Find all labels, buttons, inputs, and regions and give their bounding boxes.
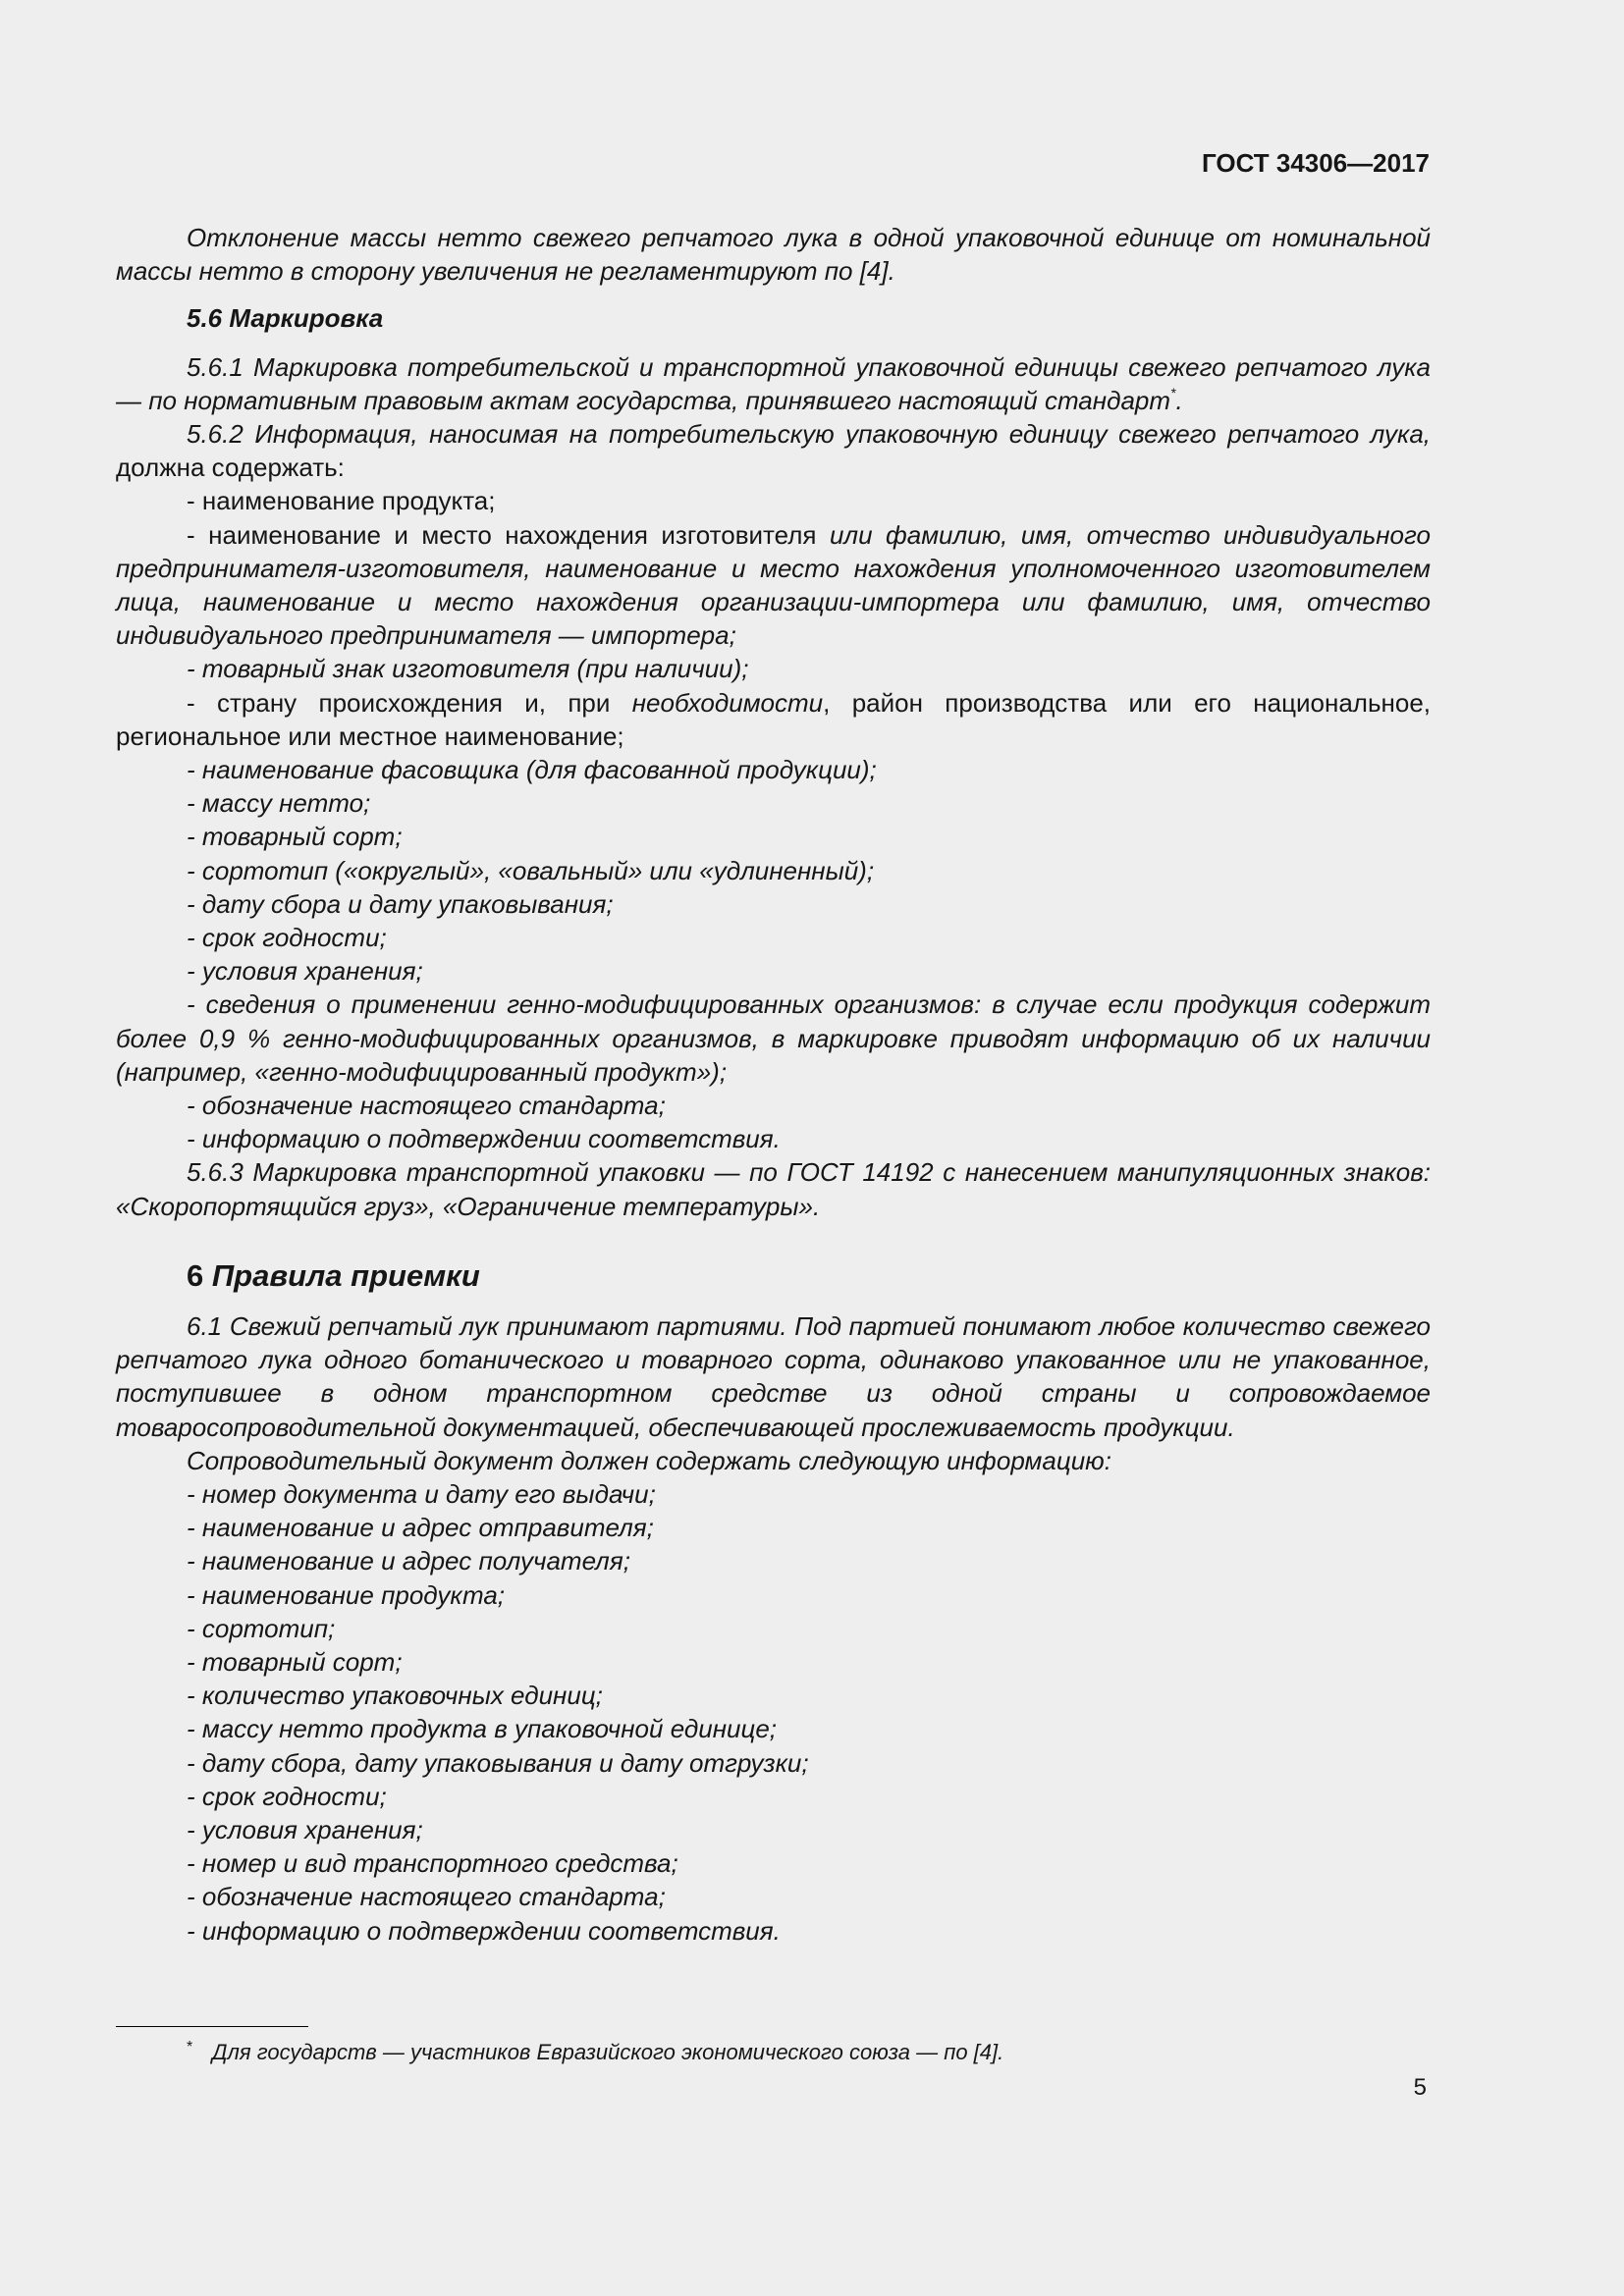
document-list-item: - наименование и адрес отправителя; bbox=[187, 1513, 654, 1543]
page-content bbox=[116, 221, 1431, 1948]
document-list-item: - номер и вид транспортного средства; bbox=[187, 1848, 678, 1879]
document-list-item: - обозначение настоящего стандарта; bbox=[187, 1882, 666, 1912]
footnote-reference: * bbox=[1170, 384, 1176, 400]
section-5-6-heading: 5.6 Маркировка bbox=[187, 303, 384, 334]
document-list-item: - наименование и адрес получателя; bbox=[187, 1546, 630, 1576]
footnote-mark: * bbox=[187, 2039, 193, 2056]
document-list-item: - дату сбора, дату упаковывания и дату отгрузки; bbox=[187, 1747, 809, 1778]
marking-list-item: - наименование фасовщика (для фасованной продукции); bbox=[187, 755, 877, 785]
paragraph-accompanying-document: Сопроводительный документ должен содержать следующую информацию: bbox=[187, 1445, 1111, 1475]
marking-list-item: - информацию о подтверждении соответствия. bbox=[187, 1124, 781, 1154]
section-6-title: Правила приемки bbox=[211, 1257, 480, 1293]
marking-list-item: - дату сбора и дату упаковывания; bbox=[187, 888, 614, 919]
marking-list-item: - товарный сорт; bbox=[187, 822, 403, 852]
marking-item-product-name: - наименование продукта; bbox=[187, 486, 496, 516]
footnote bbox=[187, 2034, 1003, 2066]
manufacturer-text-b: или фамилию, имя, отчество индивидуального предпринимателя-изготовителя, наименование и место нахождения уполномоченного изготовителем лица, наименование и место нахождения организации-импортера или фамилию, имя, отчество индивидуального предпринимателя — импортера; bbox=[116, 519, 1431, 651]
country-text-b: необходимости bbox=[631, 687, 824, 718]
paragraph-5-6-2-tail: должна содержать: bbox=[116, 453, 345, 483]
marking-list-item: - сведения о применении генно-модифицированных организмов: в случае если продукция содержит более 0,9 % генно-модифицированных организмов, в маркировке приводят информацию об их наличии (например, «генно-модифицированный продукт»); bbox=[116, 989, 1431, 1087]
marking-item-country bbox=[116, 686, 1431, 753]
document-list-item: - товарный сорт; bbox=[187, 1646, 403, 1677]
document-list-item: - срок годности; bbox=[187, 1781, 387, 1811]
paragraph-5-6-1 bbox=[116, 350, 1431, 417]
marking-list-item: - сортотип («округлый», «овальный» или «удлиненный); bbox=[187, 855, 875, 885]
document-list-item: - наименование продукта; bbox=[187, 1579, 505, 1610]
marking-list-item: - условия хранения; bbox=[187, 956, 423, 987]
paragraph-5-6-1-end: . bbox=[1175, 385, 1183, 415]
country-text-a: - страну происхождения и, при bbox=[187, 687, 632, 718]
paragraph-5-6-2-lead: 5.6.2 Информация, наносимая на потребительскую упаковочную единицу свежего репчатого лука, bbox=[187, 419, 1431, 450]
document-list-item: - сортотип; bbox=[187, 1613, 336, 1643]
document-list-item: - условия хранения; bbox=[187, 1814, 423, 1844]
page-number: 5 bbox=[1413, 2074, 1427, 2101]
document-list-item: - количество упаковочных единиц; bbox=[187, 1681, 603, 1711]
marking-item-trademark: - товарный знак изготовителя (при наличии); bbox=[187, 654, 749, 684]
paragraph-5-6-3: 5.6.3 Маркировка транспортной упаковки — по ГОСТ 14192 с нанесением манипуляционных знаков: «Скоропортящийся груз», «Ограничение температуры». bbox=[116, 1157, 1431, 1221]
marking-list-item: - массу нетто; bbox=[187, 788, 371, 819]
country-text-c: , район производства или его национальное, региональное или местное наименование; bbox=[116, 687, 1431, 751]
section-6-number: 6 bbox=[187, 1257, 204, 1293]
manufacturer-text-a: - наименование и место нахождения изготовителя bbox=[187, 519, 817, 550]
paragraph-net-mass-deviation: Отклонение массы нетто свежего репчатого лука в одной упаковочной единице от номинальной массы нетто в сторону увеличения не регламентируют по [4]. bbox=[116, 223, 1431, 287]
document-list-item: - информацию о подтверждении соответствия. bbox=[187, 1915, 781, 1946]
marking-list-item: - срок годности; bbox=[187, 923, 387, 953]
document-list-item: - номер документа и дату его выдачи; bbox=[187, 1478, 656, 1509]
paragraph-6-1: 6.1 Свежий репчатый лук принимают партиями. Под партией понимают любое количество свежего репчатого лука одного ботанического и товарного сорта, одинаково упакованное или не упакованное, поступившее в одном транспортном средстве из одной страны и сопровождаемое товаросопроводительной документацией, обеспечивающей прослеживаемость продукции. bbox=[116, 1310, 1431, 1442]
marking-item-manufacturer bbox=[116, 518, 1431, 653]
paragraph-5-6-1-text: 5.6.1 Маркировка потребительской и транспортной упаковочной единицы свежего репчатого лука — по нормативным правовым актам государства, принявшего настоящий стандарт bbox=[116, 351, 1431, 415]
paragraph-5-6-2 bbox=[116, 417, 1431, 484]
marking-list-item: - обозначение настоящего стандарта; bbox=[187, 1091, 666, 1121]
document-header: ГОСТ 34306—2017 bbox=[1202, 148, 1430, 178]
section-6-heading bbox=[187, 1256, 1431, 1296]
document-list-item: - массу нетто продукта в упаковочной единице; bbox=[187, 1714, 778, 1744]
footnote-text: Для государств — участников Евразийского экономического союза — по [4]. bbox=[212, 2040, 1004, 2064]
footnote-separator bbox=[116, 2026, 308, 2027]
